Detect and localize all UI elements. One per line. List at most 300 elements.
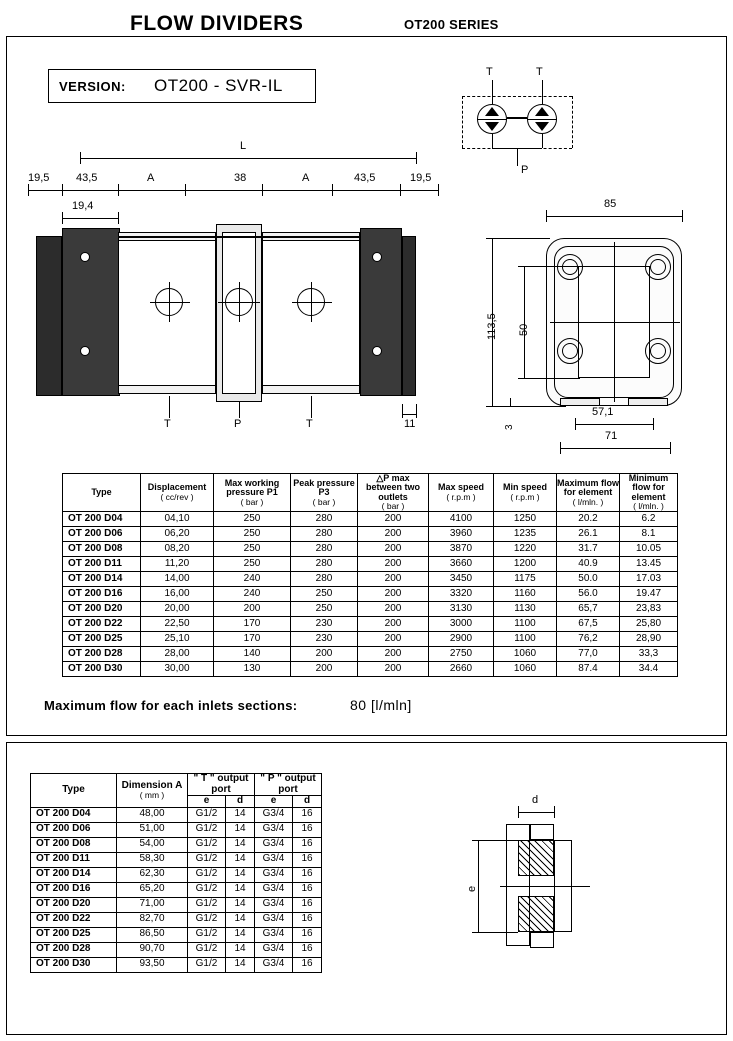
th-min-flow <box>620 474 678 512</box>
cell-value: 28,00 <box>141 647 214 662</box>
cell-value: 14 <box>226 927 255 942</box>
port-t-left-line <box>169 396 170 418</box>
cell-value: 51,00 <box>117 822 188 837</box>
dim-chain-t3 <box>185 184 186 196</box>
port-t-left-label: T <box>164 418 171 430</box>
cell-value: G1/2 <box>188 897 226 912</box>
cell-value: 54,00 <box>117 837 188 852</box>
th-max-speed <box>429 474 494 512</box>
section-centerline-h <box>550 322 680 323</box>
th-delta-p-max <box>358 474 429 512</box>
table-row <box>31 882 322 897</box>
cell-value: 65,20 <box>117 882 188 897</box>
cell-value: 06,20 <box>141 527 214 542</box>
port-p-line <box>239 402 240 418</box>
table-row <box>63 542 678 557</box>
cell-value: 13.45 <box>620 557 678 572</box>
dim-11-label: 11 <box>404 418 416 430</box>
cell-value: 1130 <box>494 602 557 617</box>
cell-value: 280 <box>291 542 358 557</box>
schematic-port-t-left-line <box>492 80 493 104</box>
th-delta-p-max-unit: ( bar ) <box>381 501 405 512</box>
dim-38-label: 38 <box>234 172 247 184</box>
table-row <box>31 822 322 837</box>
th-min-flow-label: Minimum flow for element <box>628 473 669 502</box>
cell-value: 250 <box>291 587 358 602</box>
max-flow-note-value: 80 [l/mln] <box>350 697 412 713</box>
cell-type: OT 200 D28 <box>31 942 117 957</box>
schematic-p-branch-left <box>492 134 493 148</box>
detail-dim-d-label: d <box>532 794 539 806</box>
cell-type: OT 200 D06 <box>63 527 141 542</box>
table-row <box>63 617 678 632</box>
th2-dimension-a-unit: ( mm ) <box>139 790 165 801</box>
cell-value: 2750 <box>429 647 494 662</box>
dim-50-line <box>524 266 525 378</box>
bolt-bottom-right <box>650 343 666 359</box>
cell-value: 56.0 <box>557 587 620 602</box>
th2-t-d: d <box>226 796 255 808</box>
schematic-left-midline <box>477 119 507 120</box>
detail-dim-e-tick-bottom <box>472 932 518 933</box>
cell-value: 280 <box>291 572 358 587</box>
table-row <box>63 662 678 677</box>
detail-chamfer-top <box>530 824 554 840</box>
dim-85-label: 85 <box>604 198 617 210</box>
dim-71-tick-left <box>560 442 561 454</box>
cell-value: 1100 <box>494 617 557 632</box>
detail-centerline <box>500 886 590 887</box>
table-header-row <box>63 474 678 512</box>
cell-value: 82,70 <box>117 912 188 927</box>
cell-type: OT 200 D14 <box>31 867 117 882</box>
th2-type-label: Type <box>62 784 85 795</box>
cell-type: OT 200 D22 <box>63 617 141 632</box>
dim-chain-t7 <box>438 184 439 196</box>
th-type <box>63 474 141 512</box>
cell-value: 14 <box>226 957 255 972</box>
dim-3-label: 3 <box>504 424 515 430</box>
cell-value: G3/4 <box>255 867 293 882</box>
cell-value: 14 <box>226 867 255 882</box>
cell-type: OT 200 D16 <box>31 882 117 897</box>
cell-value: 16 <box>293 822 322 837</box>
th-max-flow <box>557 474 620 512</box>
cell-value: 20.2 <box>557 512 620 527</box>
left-end-cover <box>36 236 62 396</box>
cell-value: 200 <box>214 602 291 617</box>
th-peak-pressure <box>291 474 358 512</box>
cell-value: 10.05 <box>620 542 678 557</box>
cell-value: 34.4 <box>620 662 678 677</box>
specification-table <box>62 473 678 677</box>
cell-value: G1/2 <box>188 957 226 972</box>
table-row <box>63 632 678 647</box>
cell-value: 14,00 <box>141 572 214 587</box>
cell-value: G1/2 <box>188 942 226 957</box>
table-row <box>31 912 322 927</box>
dim-11-line <box>402 414 416 415</box>
table-row <box>31 897 322 912</box>
cell-value: 6.2 <box>620 512 678 527</box>
page-header <box>0 6 733 34</box>
th-min-speed-label: Min speed <box>502 482 547 493</box>
right-end-cover <box>402 236 416 396</box>
dim-71-line <box>560 448 670 449</box>
cell-value: 1175 <box>494 572 557 587</box>
dim-194-tick-left <box>62 212 63 224</box>
dim-L-line <box>80 158 416 159</box>
dim-85-tick-left <box>546 210 547 222</box>
th2-t-output-port-label: " T " output port <box>193 773 249 795</box>
dim-85-line <box>546 216 682 217</box>
housing-top-edge <box>118 236 360 238</box>
table-row <box>63 572 678 587</box>
th-max-speed-unit: ( r.p.m ) <box>446 491 476 502</box>
cell-value: 25,80 <box>620 617 678 632</box>
cell-value: 200 <box>358 647 429 662</box>
version-value: OT200 - SVR-IL <box>154 76 283 95</box>
cell-value: G3/4 <box>255 837 293 852</box>
schematic-enclosure-top <box>462 96 572 97</box>
cell-value: 77,0 <box>557 647 620 662</box>
cell-value: G3/4 <box>255 912 293 927</box>
cell-value: 200 <box>358 512 429 527</box>
cell-type: OT 200 D30 <box>31 957 117 972</box>
cell-value: 16 <box>293 852 322 867</box>
th-max-working-pressure <box>214 474 291 512</box>
cell-value: 14 <box>226 942 255 957</box>
left-flange-block <box>62 228 120 396</box>
table2-header-row-1 <box>31 774 322 796</box>
table-row <box>63 527 678 542</box>
cell-value: 1250 <box>494 512 557 527</box>
dim-194-line <box>62 218 118 219</box>
th2-p-output-port <box>255 774 322 796</box>
cell-value: 200 <box>358 557 429 572</box>
cell-value: 16 <box>293 807 322 822</box>
cell-type: OT 200 D14 <box>63 572 141 587</box>
cell-value: 87.4 <box>557 662 620 677</box>
cell-value: 1100 <box>494 632 557 647</box>
cell-value: G3/4 <box>255 807 293 822</box>
dim-571-line <box>575 424 653 425</box>
cell-value: G1/2 <box>188 882 226 897</box>
cell-value: 20,00 <box>141 602 214 617</box>
table-row <box>31 942 322 957</box>
detail-hatch-upper <box>518 840 554 876</box>
bolt-head-bottom-right <box>372 346 382 356</box>
dim-L-tick-left <box>80 152 81 164</box>
detail-dim-d-line <box>518 812 554 813</box>
dim-chain-t1 <box>62 184 63 196</box>
cell-value: 19.47 <box>620 587 678 602</box>
cell-type: OT 200 D25 <box>31 927 117 942</box>
dim-chain-t5 <box>332 184 333 196</box>
dim-195-left-label: 19,5 <box>28 172 50 184</box>
cell-value: 1200 <box>494 557 557 572</box>
cell-value: 16 <box>293 912 322 927</box>
schematic-port-t-right-label: T <box>536 66 543 78</box>
dim-195-right-label: 19,5 <box>410 172 432 184</box>
cell-value: 3870 <box>429 542 494 557</box>
cell-value: 16,00 <box>141 587 214 602</box>
schematic-enclosure-left <box>462 96 463 148</box>
th-max-speed-label: Max speed <box>437 482 485 493</box>
dim-A-right-label: A <box>302 172 310 184</box>
cell-value: 1220 <box>494 542 557 557</box>
dim-chain-line <box>28 190 438 191</box>
table-row <box>31 807 322 822</box>
cell-value: 71,00 <box>117 897 188 912</box>
element-left-centerline-h <box>150 302 190 303</box>
detail-dim-e-line <box>478 840 479 932</box>
cell-value: 17.03 <box>620 572 678 587</box>
cell-value: 200 <box>291 647 358 662</box>
series-label: OT200 SERIES <box>404 17 499 32</box>
cell-value: 200 <box>358 572 429 587</box>
th-min-speed <box>494 474 557 512</box>
dim-571-label: 57,1 <box>592 406 614 418</box>
th-type-label: Type <box>91 486 112 497</box>
th2-p-e: e <box>255 796 293 808</box>
table-row <box>63 587 678 602</box>
th-peak-pressure-unit: ( bar ) <box>312 496 336 507</box>
version-box <box>48 69 316 103</box>
th2-p-d: d <box>293 796 322 808</box>
detail-chamfer-bottom <box>530 932 554 948</box>
cell-value: 08,20 <box>141 542 214 557</box>
port-p-label: P <box>234 418 242 430</box>
schematic-enclosure-right <box>572 96 573 148</box>
cell-value: G3/4 <box>255 852 293 867</box>
cell-value: 58,30 <box>117 852 188 867</box>
bolt-top-right <box>650 259 666 275</box>
cell-type: OT 200 D08 <box>31 837 117 852</box>
cell-value: G1/2 <box>188 807 226 822</box>
cell-value: 33,3 <box>620 647 678 662</box>
cell-value: 250 <box>291 602 358 617</box>
dim-3-line <box>510 398 511 406</box>
th-peak-pressure-label: Peak pressure P3 <box>293 477 355 498</box>
th-min-speed-unit: ( r.p.m ) <box>510 491 540 502</box>
schematic-right-down-arrow <box>535 122 549 131</box>
cell-value: G3/4 <box>255 882 293 897</box>
cell-type: OT 200 D04 <box>31 807 117 822</box>
dim-194-label: 19,4 <box>72 200 94 212</box>
detail-hatch-lower <box>518 896 554 932</box>
cell-type: OT 200 D20 <box>63 602 141 617</box>
cell-value: G3/4 <box>255 822 293 837</box>
th-max-working-pressure-unit: ( bar ) <box>240 496 264 507</box>
cell-value: 280 <box>291 512 358 527</box>
schematic-left-up-arrow <box>485 107 499 116</box>
cell-value: 170 <box>214 617 291 632</box>
cell-value: 23,83 <box>620 602 678 617</box>
cell-value: 86,50 <box>117 927 188 942</box>
cell-value: 25,10 <box>141 632 214 647</box>
element-right-centerline-h <box>292 302 332 303</box>
cell-value: G1/2 <box>188 927 226 942</box>
cell-type: OT 200 D28 <box>63 647 141 662</box>
element-left-centerline-v <box>169 282 170 322</box>
cell-value: 1060 <box>494 662 557 677</box>
cell-value: 40.9 <box>557 557 620 572</box>
schematic-p-branch <box>492 148 542 149</box>
cell-value: G1/2 <box>188 912 226 927</box>
cell-value: 04,10 <box>141 512 214 527</box>
th2-t-e: e <box>188 796 226 808</box>
th-displacement <box>141 474 214 512</box>
cell-value: 280 <box>291 527 358 542</box>
page-title: FLOW DIVIDERS <box>130 12 304 35</box>
element-right-centerline-v <box>311 282 312 322</box>
detail-dim-e-label: e <box>466 885 478 892</box>
cell-value: 14 <box>226 912 255 927</box>
cell-value: 14 <box>226 882 255 897</box>
cell-value: 230 <box>291 617 358 632</box>
cell-value: 16 <box>293 942 322 957</box>
cell-value: 22,50 <box>141 617 214 632</box>
th2-type <box>31 774 117 808</box>
dim-194-tick-right <box>118 212 119 224</box>
dim-71-tick-right <box>670 442 671 454</box>
cell-value: 240 <box>214 587 291 602</box>
cell-value: 14 <box>226 852 255 867</box>
cell-value: 3000 <box>429 617 494 632</box>
th2-dimension-a-label: Dimension A <box>121 779 183 791</box>
cell-value: 14 <box>226 807 255 822</box>
detail-dim-d-tick-right <box>554 806 555 818</box>
th2-t-output-port <box>188 774 255 796</box>
dim-71-label: 71 <box>605 430 618 442</box>
cell-value: 140 <box>214 647 291 662</box>
cell-value: 11,20 <box>141 557 214 572</box>
cell-value: 3450 <box>429 572 494 587</box>
cell-value: G3/4 <box>255 942 293 957</box>
th-max-flow-unit: ( l/mln. ) <box>572 496 604 507</box>
schematic-port-t-right-line <box>542 80 543 104</box>
port-t-right-label: T <box>306 418 313 430</box>
cell-type: OT 200 D08 <box>63 542 141 557</box>
dim-1135-tick-bottom <box>486 406 566 407</box>
schematic-right-midline <box>527 119 557 120</box>
cell-value: 2900 <box>429 632 494 647</box>
port-t-right-line <box>311 396 312 418</box>
detail-dim-e-tick-top <box>472 840 518 841</box>
schematic-right-up-arrow <box>535 107 549 116</box>
th2-dimension-a <box>117 774 188 808</box>
port-dimension-table <box>30 773 322 973</box>
cell-value: 240 <box>214 572 291 587</box>
cell-value: 30,00 <box>141 662 214 677</box>
dim-50-tick-bottom <box>518 378 580 379</box>
cell-value: 3320 <box>429 587 494 602</box>
foot-right <box>628 398 668 406</box>
section-centerline-v <box>614 242 615 402</box>
th-max-flow-label: Maximum flow for element <box>557 477 620 498</box>
cell-value: 8.1 <box>620 527 678 542</box>
cell-value: 14 <box>226 837 255 852</box>
dim-chain-t2 <box>118 184 119 196</box>
th-min-flow-unit: ( l/mln. ) <box>633 501 664 512</box>
table-row <box>63 602 678 617</box>
cell-value: G3/4 <box>255 957 293 972</box>
cell-value: 4100 <box>429 512 494 527</box>
bolt-top-left <box>562 259 578 275</box>
dim-1135-tick-top <box>486 238 550 239</box>
cell-value: 130 <box>214 662 291 677</box>
cell-value: 62,30 <box>117 867 188 882</box>
table-row <box>63 557 678 572</box>
cell-value: 16 <box>293 882 322 897</box>
table-row <box>31 957 322 972</box>
th-delta-p-max-label: △P max between two outlets <box>365 473 420 502</box>
cell-value: 230 <box>291 632 358 647</box>
cell-value: 1160 <box>494 587 557 602</box>
foot-left <box>560 398 600 406</box>
cell-value: 3960 <box>429 527 494 542</box>
dim-L-label: L <box>240 140 247 152</box>
cell-value: 200 <box>358 602 429 617</box>
dim-435-left-label: 43,5 <box>76 172 98 184</box>
th-max-working-pressure-label: Max working pressure P1 <box>224 477 280 498</box>
cell-type: OT 200 D16 <box>63 587 141 602</box>
schematic-left-down-arrow <box>485 122 499 131</box>
cell-value: 250 <box>214 527 291 542</box>
bolt-head-top-right <box>372 252 382 262</box>
bolt-bottom-left <box>562 343 578 359</box>
cell-value: 1060 <box>494 647 557 662</box>
dim-11-tick-right <box>416 404 417 418</box>
cell-value: 200 <box>358 542 429 557</box>
cell-type: OT 200 D22 <box>31 912 117 927</box>
cell-value: 26.1 <box>557 527 620 542</box>
table-row <box>31 837 322 852</box>
cell-value: 14 <box>226 822 255 837</box>
cell-value: 93,50 <box>117 957 188 972</box>
th-displacement-unit: ( cc/rev ) <box>160 491 194 502</box>
cell-value: G1/2 <box>188 837 226 852</box>
cell-value: 67,5 <box>557 617 620 632</box>
version-label: VERSION: <box>59 79 126 94</box>
table-row <box>63 512 678 527</box>
schematic-port-t-left-label: T <box>486 66 493 78</box>
cell-value: 3130 <box>429 602 494 617</box>
cell-value: 65,7 <box>557 602 620 617</box>
th-displacement-label: Displacement <box>147 482 207 493</box>
dim-chain-t4 <box>262 184 263 196</box>
cell-value: 16 <box>293 957 322 972</box>
cell-value: 200 <box>358 632 429 647</box>
dim-1135-label: 113,5 <box>486 313 498 340</box>
table-row <box>31 927 322 942</box>
schematic-shaft <box>507 117 527 119</box>
cell-value: G1/2 <box>188 867 226 882</box>
bolt-head-bottom-left <box>80 346 90 356</box>
schematic-port-p-line <box>517 148 518 166</box>
cell-value: 28,90 <box>620 632 678 647</box>
cell-value: 200 <box>358 587 429 602</box>
dim-11-tick-left <box>402 404 403 418</box>
cell-value: 76,2 <box>557 632 620 647</box>
dim-85-tick-right <box>682 210 683 222</box>
dim-L-tick-right <box>416 152 417 164</box>
cell-value: 90,70 <box>117 942 188 957</box>
cell-value: 200 <box>358 662 429 677</box>
cell-type: OT 200 D04 <box>63 512 141 527</box>
cell-value: 31.7 <box>557 542 620 557</box>
